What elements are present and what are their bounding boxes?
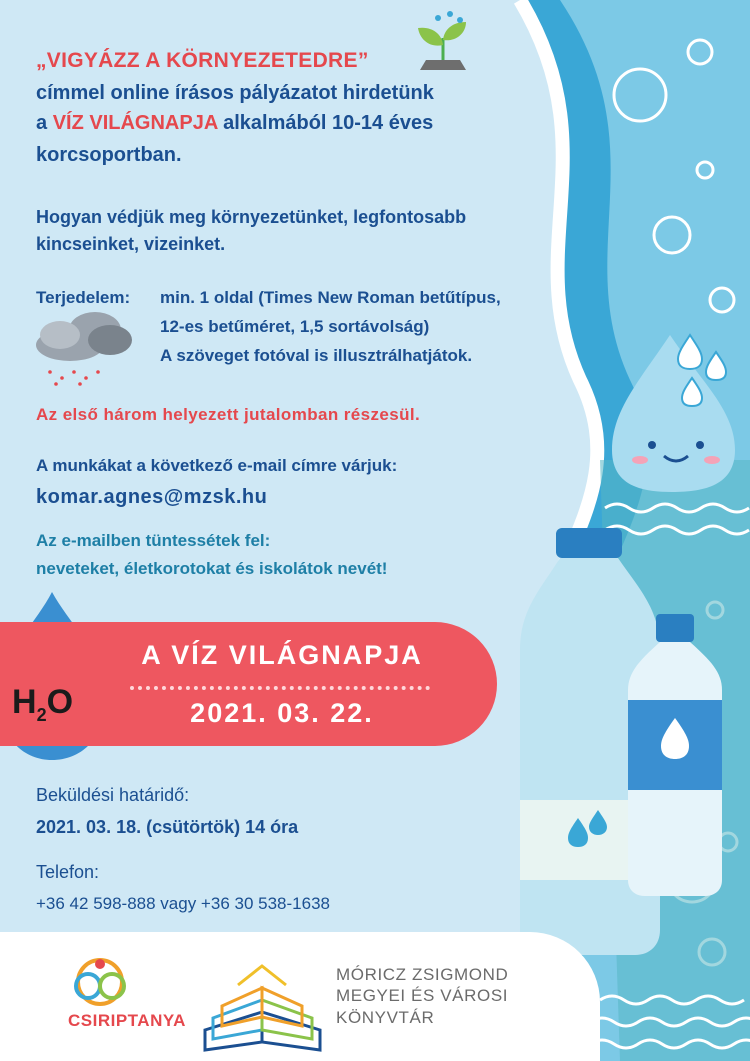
email-note-line-1: Az e-mailben tüntessétek fel: (36, 531, 271, 550)
sprout-icon (418, 11, 466, 70)
submission-intro: A munkákat a következő e-mail címre várjuk: (36, 456, 398, 475)
headline-prefix: a (36, 112, 48, 134)
library-line-2: MEGYEI ÉS VÁROSI (336, 986, 509, 1006)
email-note-line-2: neveteket, életkorotokat és iskolátok nevét! (36, 559, 388, 578)
scope-line-2: 12-es betűméret, 1,5 sortávolság) (160, 317, 430, 336)
headline-title: „VIGYÁZZ A KÖRNYEZETEDRE” (36, 49, 369, 72)
topic-line-1: Hogyan védjük meg környezetünket, legfontosabb (36, 207, 467, 227)
h2o-sub: 2 (36, 704, 47, 725)
banner-title: A VÍZ VILÁGNAPJA (141, 640, 423, 670)
deadline-label: Beküldési határidő: (36, 785, 190, 805)
topic-line-2: kincseinket, vizeinket. (36, 234, 226, 254)
headline-suffix: alkalmából 10-14 éves (223, 112, 434, 134)
library-line-3: KÖNYVTÁR (336, 1007, 435, 1027)
banner-date: 2021. 03. 22. (190, 698, 374, 728)
banner-divider (130, 686, 430, 690)
scope-label: Terjedelem: (36, 288, 131, 307)
scope-line-3: A szöveget fotóval is illusztrálhatjátok. (160, 346, 473, 365)
h2o-h: H (12, 683, 37, 721)
award-text: Az első három helyezett jutalomban részesül. (36, 405, 421, 424)
headline-highlight: VÍZ VILÁGNAPJA (52, 112, 218, 134)
footer (0, 932, 600, 1061)
headline-line-4: korcsoportban. (36, 144, 182, 166)
library-name (336, 964, 508, 1028)
h2o-o: O (46, 683, 74, 721)
phone-label: Telefon: (36, 862, 100, 882)
headline-line-2: címmel online írásos pályázatot hirdetünk (36, 82, 434, 104)
h2o-label (12, 680, 73, 727)
scope-line-1: min. 1 oldal (Times New Roman betűtípus, (160, 288, 501, 307)
headline-line-3 (36, 110, 433, 136)
deadline-value: 2021. 03. 18. (csütörtök) 14 óra (36, 817, 299, 837)
brand-name: CSIRIPTANYA (68, 1011, 186, 1030)
phone-value: +36 42 598-888 vagy +36 30 538-1638 (36, 894, 330, 913)
rain-cloud-icon (36, 312, 132, 386)
submission-email[interactable]: komar.agnes@mzsk.hu (36, 486, 268, 508)
library-line-1: MÓRICZ ZSIGMOND (336, 965, 509, 984)
